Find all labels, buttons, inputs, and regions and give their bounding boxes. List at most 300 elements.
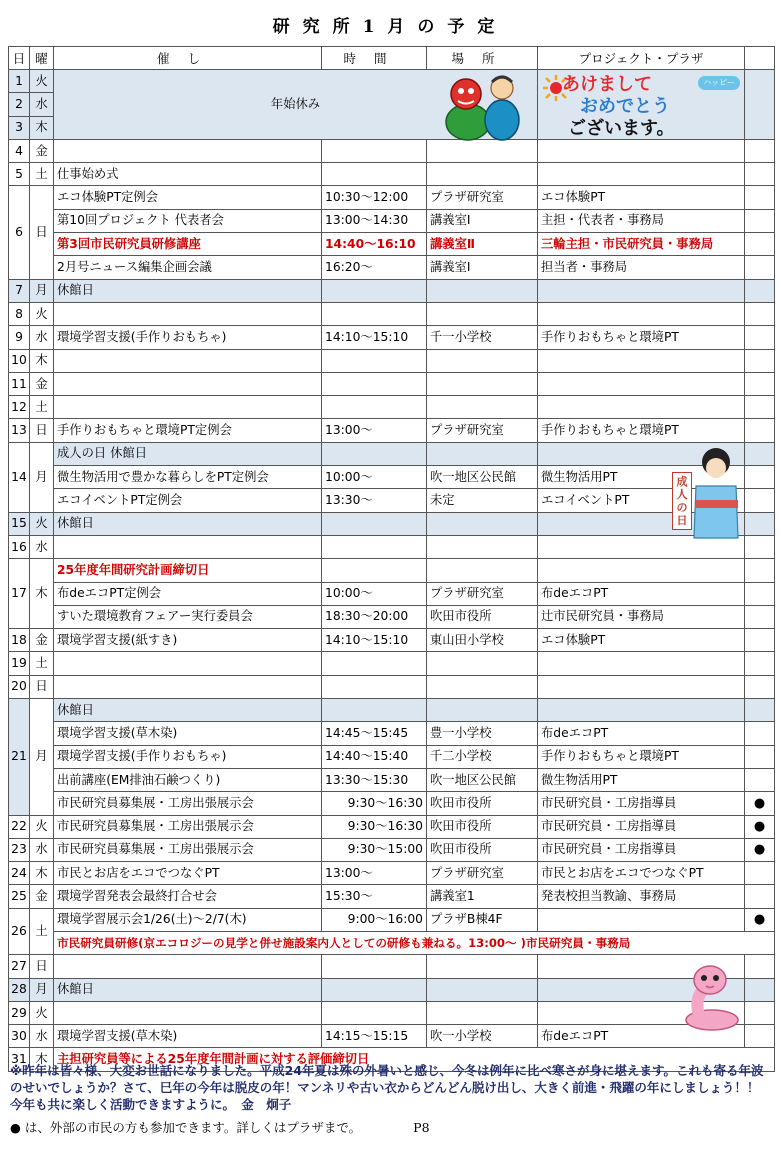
table-row — [9, 372, 775, 395]
place-cell — [427, 396, 538, 419]
day-cell: 4 — [9, 139, 30, 162]
place-cell: 講義室Ⅰ — [427, 256, 538, 279]
header-mark — [745, 47, 775, 70]
marker-cell — [745, 629, 775, 652]
event-cell — [54, 1001, 322, 1024]
time-cell: 14:40～15:40 — [322, 745, 427, 768]
coming-of-age-girl-illustration — [672, 446, 742, 540]
notes-section — [10, 1062, 770, 1136]
time-cell — [322, 302, 427, 325]
marker-cell — [745, 186, 775, 209]
event-cell — [54, 675, 322, 698]
place-cell — [427, 512, 538, 535]
event-cell: 布deエコPT定例会 — [54, 582, 322, 605]
place-cell — [427, 699, 538, 722]
holiday-cell: 年始休み — [54, 70, 538, 140]
marker-cell — [745, 139, 775, 162]
event-cell: 第10回プロジェクト 代表者会 — [54, 209, 322, 232]
project-cell: 布deエコPT — [538, 582, 745, 605]
header-day: 日 — [9, 47, 30, 70]
marker-cell — [745, 582, 775, 605]
project-cell: 辻市民研究員・事務局 — [538, 605, 745, 628]
project-cell — [538, 349, 745, 372]
marker-cell — [745, 419, 775, 442]
project-cell: 市民とお店をエコでつなぐPT — [538, 862, 745, 885]
table-row — [9, 652, 775, 675]
place-cell: 講義室Ⅱ — [427, 233, 538, 256]
event-cell: 休館日 — [54, 699, 322, 722]
time-cell: 13:00～14:30 — [322, 209, 427, 232]
marker-cell — [745, 489, 775, 512]
dow-cell: 月 — [30, 699, 54, 815]
event-cell: 環境学習発表会最終打合せ会 — [54, 885, 322, 908]
time-cell: 9:30～16:30 — [322, 815, 427, 838]
place-cell — [427, 372, 538, 395]
day-cell: 16 — [9, 535, 30, 558]
place-cell: プラザ研究室 — [427, 862, 538, 885]
project-cell — [538, 908, 745, 931]
marker-cell — [745, 978, 775, 1001]
table-row — [9, 279, 775, 302]
day-cell: 5 — [9, 163, 30, 186]
greeting-line-1: あけまして — [562, 74, 652, 95]
table-row — [9, 582, 775, 605]
table-row — [9, 1001, 775, 1024]
dow-cell: 水 — [30, 1025, 54, 1048]
time-cell — [322, 559, 427, 582]
marker-cell — [745, 372, 775, 395]
place-cell: 吹一地区公民館 — [427, 466, 538, 489]
seijin-sign: 成人の日 — [672, 472, 692, 530]
project-cell: 主担・代表者・事務局 — [538, 209, 745, 232]
table-row — [9, 675, 775, 698]
marker-cell — [745, 745, 775, 768]
table-row — [9, 908, 775, 931]
table-row — [9, 209, 775, 232]
day-cell: 2 — [9, 93, 30, 116]
dow-cell: 木 — [30, 559, 54, 629]
marker-cell — [745, 1025, 775, 1048]
project-cell: 市民研究員・工房指導員 — [538, 815, 745, 838]
project-cell: 市民研究員・工房指導員 — [538, 838, 745, 861]
table-row — [9, 745, 775, 768]
dow-cell: 木 — [30, 349, 54, 372]
event-cell: 環境学習支援(草木染) — [54, 1025, 322, 1048]
dow-cell: 金 — [30, 629, 54, 652]
event-cell — [54, 396, 322, 419]
dow-cell: 月 — [30, 279, 54, 302]
marker-cell: ● — [745, 838, 775, 861]
greeting-line-3: ございます。 — [568, 118, 675, 139]
table-row — [9, 885, 775, 908]
time-cell: 13:00～ — [322, 419, 427, 442]
place-cell: 講義室Ⅰ — [427, 209, 538, 232]
time-cell: 13:00～ — [322, 862, 427, 885]
dow-cell: 日 — [30, 955, 54, 978]
day-cell: 19 — [9, 652, 30, 675]
event-cell: 手作りおもちゃと環境PT定例会 — [54, 419, 322, 442]
marker-cell: ● — [745, 908, 775, 931]
place-cell — [427, 559, 538, 582]
time-cell: 9:00～16:00 — [322, 908, 427, 931]
place-cell: 講義室1 — [427, 885, 538, 908]
time-cell — [322, 675, 427, 698]
time-cell — [322, 978, 427, 1001]
project-cell: 市民研究員・工房指導員 — [538, 792, 745, 815]
event-cell: 出前講座(EM排油石鹸つくり) — [54, 768, 322, 791]
marker-cell — [745, 512, 775, 535]
event-cell: すいた環境教育フェアー実行委員会 — [54, 605, 322, 628]
table-row — [9, 815, 775, 838]
mark-cell — [745, 70, 775, 140]
place-cell — [427, 302, 538, 325]
place-cell: 吹田市役所 — [427, 792, 538, 815]
dow-cell: 日 — [30, 419, 54, 442]
place-cell — [427, 652, 538, 675]
event-cell: 市民研究員募集展・工房出張展示会 — [54, 815, 322, 838]
place-cell — [427, 1001, 538, 1024]
marker-cell — [745, 1001, 775, 1024]
project-cell — [538, 163, 745, 186]
place-cell: プラザB棟4F — [427, 908, 538, 931]
greeting-line-2: おめでとう — [580, 96, 670, 117]
project-cell: 微生物活用PT — [538, 768, 745, 791]
dow-cell: 金 — [30, 885, 54, 908]
place-cell — [427, 535, 538, 558]
dow-cell: 日 — [30, 675, 54, 698]
dow-cell: 水 — [30, 93, 54, 116]
place-cell: 未定 — [427, 489, 538, 512]
table-row — [9, 396, 775, 419]
new-year-greeting-banner — [542, 70, 744, 138]
day-cell: 18 — [9, 629, 30, 652]
place-cell: 吹田市役所 — [427, 815, 538, 838]
day-cell: 31 — [9, 1048, 30, 1071]
project-cell — [538, 675, 745, 698]
time-cell: 14:10～15:10 — [322, 326, 427, 349]
table-row — [9, 838, 775, 861]
dow-cell: 火 — [30, 1001, 54, 1024]
table-row — [9, 512, 775, 535]
header-time: 時間 — [322, 47, 427, 70]
day-cell: 25 — [9, 885, 30, 908]
day-cell: 20 — [9, 675, 30, 698]
time-cell: 18:30～20:00 — [322, 605, 427, 628]
day-cell: 1 — [9, 70, 30, 93]
time-cell: 15:30～ — [322, 885, 427, 908]
table-row — [9, 163, 775, 186]
project-cell — [538, 559, 745, 582]
marker-cell — [745, 768, 775, 791]
day-cell: 6 — [9, 186, 30, 279]
marker-cell — [745, 605, 775, 628]
day-cell: 8 — [9, 302, 30, 325]
day-cell: 24 — [9, 862, 30, 885]
event-cell — [54, 652, 322, 675]
header-event: 催し — [54, 47, 322, 70]
table-row — [9, 629, 775, 652]
time-cell: 14:10～15:10 — [322, 629, 427, 652]
day-cell: 26 — [9, 908, 30, 955]
dow-cell: 土 — [30, 163, 54, 186]
place-cell: 吹一小学校 — [427, 1025, 538, 1048]
day-cell: 23 — [9, 838, 30, 861]
table-row — [9, 931, 775, 954]
marker-cell — [745, 279, 775, 302]
project-cell — [538, 652, 745, 675]
event-cell: 環境学習展示会1/26(土)～2/7(木) — [54, 908, 322, 931]
dow-cell: 水 — [30, 838, 54, 861]
time-cell — [322, 955, 427, 978]
time-cell — [322, 163, 427, 186]
event-cell: 環境学習支援(草木染) — [54, 722, 322, 745]
table-row — [9, 955, 775, 978]
time-cell — [322, 442, 427, 465]
marker-cell: ● — [745, 815, 775, 838]
time-cell — [322, 1001, 427, 1024]
event-cell-wide: 市民研究員研修(京エコロジーの見学と併せ施設案内人としての研修も兼ねる。13:00～ )市民研究員・事務局 — [54, 931, 775, 954]
place-cell — [427, 139, 538, 162]
project-cell — [538, 372, 745, 395]
table-row — [9, 256, 775, 279]
dow-cell: 日 — [30, 186, 54, 279]
place-cell: プラザ研究室 — [427, 186, 538, 209]
header-project: プロジェクト・プラザ — [538, 47, 745, 70]
marker-cell — [745, 699, 775, 722]
project-cell — [538, 139, 745, 162]
place-cell: プラザ研究室 — [427, 582, 538, 605]
dow-cell: 木 — [30, 862, 54, 885]
table-row — [9, 326, 775, 349]
marker-cell — [745, 256, 775, 279]
event-cell: 市民研究員募集展・工房出張展示会 — [54, 792, 322, 815]
place-cell — [427, 442, 538, 465]
time-cell — [322, 279, 427, 302]
time-cell — [322, 372, 427, 395]
page-number: P8 — [413, 1120, 430, 1135]
dow-cell: 金 — [30, 139, 54, 162]
marker-cell — [745, 396, 775, 419]
time-cell: 16:20～ — [322, 256, 427, 279]
marker-cell — [745, 862, 775, 885]
time-cell — [322, 535, 427, 558]
event-cell: 市民研究員募集展・工房出張展示会 — [54, 838, 322, 861]
place-cell — [427, 349, 538, 372]
project-cell — [538, 396, 745, 419]
place-cell: 吹一地区公民館 — [427, 768, 538, 791]
dow-cell: 月 — [30, 978, 54, 1001]
event-cell: 休館日 — [54, 279, 322, 302]
time-cell — [322, 349, 427, 372]
project-cell: 布deエコPT — [538, 722, 745, 745]
day-cell: 13 — [9, 419, 30, 442]
table-row — [9, 1025, 775, 1048]
new-year-dancers-illustration — [440, 70, 524, 142]
place-cell: 吹田市役所 — [427, 838, 538, 861]
event-cell — [54, 139, 322, 162]
project-cell: エコイベントPT — [538, 489, 745, 512]
time-cell: 9:30～16:30 — [322, 792, 427, 815]
marker-cell — [745, 163, 775, 186]
legend-marker-icon: ● — [10, 1120, 21, 1135]
table-row — [9, 139, 775, 162]
table-row — [9, 233, 775, 256]
table-row — [9, 862, 775, 885]
day-cell: 21 — [9, 699, 30, 815]
time-cell: 13:30～15:30 — [322, 768, 427, 791]
table-row — [9, 349, 775, 372]
project-cell: 手作りおもちゃと環境PT — [538, 419, 745, 442]
day-cell: 10 — [9, 349, 30, 372]
day-cell: 11 — [9, 372, 30, 395]
event-cell: 休館日 — [54, 512, 322, 535]
dow-cell: 火 — [30, 70, 54, 93]
table-row — [9, 978, 775, 1001]
table-row — [9, 605, 775, 628]
header-place: 場所 — [427, 47, 538, 70]
marker-cell — [745, 722, 775, 745]
event-cell — [54, 302, 322, 325]
marker-cell — [745, 209, 775, 232]
place-cell — [427, 163, 538, 186]
place-cell — [427, 978, 538, 1001]
table-row — [9, 489, 775, 512]
time-cell — [322, 652, 427, 675]
marker-cell — [745, 535, 775, 558]
day-cell: 22 — [9, 815, 30, 838]
time-cell: 9:30～15:00 — [322, 838, 427, 861]
time-cell: 14:40～16:10 — [322, 233, 427, 256]
place-cell — [427, 955, 538, 978]
time-cell — [322, 699, 427, 722]
day-cell: 3 — [9, 116, 30, 139]
dow-cell: 火 — [30, 512, 54, 535]
marker-cell — [745, 466, 775, 489]
table-row — [9, 722, 775, 745]
place-cell — [427, 279, 538, 302]
event-cell — [54, 955, 322, 978]
marker-cell — [745, 442, 775, 465]
project-cell: 担当者・事務局 — [538, 256, 745, 279]
header-row — [9, 47, 775, 70]
day-cell: 9 — [9, 326, 30, 349]
project-cell: 発表校担当教諭、事務局 — [538, 885, 745, 908]
event-cell: 環境学習支援(紙すき) — [54, 629, 322, 652]
place-cell: 東山田小学校 — [427, 629, 538, 652]
marker-cell — [745, 955, 775, 978]
project-cell: 手作りおもちゃと環境PT — [538, 326, 745, 349]
table-row — [9, 792, 775, 815]
day-cell: 17 — [9, 559, 30, 629]
event-cell: 25年度年間研究計画締切日 — [54, 559, 322, 582]
project-cell — [538, 279, 745, 302]
marker-cell — [745, 885, 775, 908]
time-cell: 13:30～ — [322, 489, 427, 512]
time-cell — [322, 396, 427, 419]
dow-cell: 火 — [30, 302, 54, 325]
day-cell: 28 — [9, 978, 30, 1001]
day-cell: 15 — [9, 512, 30, 535]
table-row — [9, 699, 775, 722]
schedule-table — [8, 46, 775, 1072]
day-cell: 7 — [9, 279, 30, 302]
dow-cell: 火 — [30, 815, 54, 838]
event-cell-wide: 主担研究員等による25年度年間計画に対する評価締切日 — [54, 1048, 775, 1071]
dow-cell: 木 — [30, 116, 54, 139]
project-cell: エコ体験PT — [538, 629, 745, 652]
time-cell — [322, 512, 427, 535]
event-cell: 休館日 — [54, 978, 322, 1001]
legend-line — [10, 1119, 770, 1136]
event-cell — [54, 535, 322, 558]
legend-text: は、外部の市民の方も参加できます。詳しくはプラザまで。 — [24, 1120, 362, 1135]
place-cell: プラザ研究室 — [427, 419, 538, 442]
place-cell: 千二小学校 — [427, 745, 538, 768]
day-cell: 27 — [9, 955, 30, 978]
page-title: 研究所1月の予定 — [272, 17, 508, 37]
table-row — [9, 442, 775, 465]
event-cell: 仕事始め式 — [54, 163, 322, 186]
happy-badge: ハッピー — [698, 76, 740, 90]
dow-cell: 土 — [30, 396, 54, 419]
table-row — [9, 419, 775, 442]
table-row — [9, 186, 775, 209]
place-cell: 吹田市役所 — [427, 605, 538, 628]
marker-cell — [745, 326, 775, 349]
time-cell: 14:15～15:15 — [322, 1025, 427, 1048]
table-row — [9, 535, 775, 558]
marker-cell — [745, 233, 775, 256]
place-cell — [427, 675, 538, 698]
event-cell: 2月号ニュース編集企画会議 — [54, 256, 322, 279]
project-cell: エコ体験PT — [538, 186, 745, 209]
event-cell: 成人の日 休館日 — [54, 442, 322, 465]
time-cell: 14:45～15:45 — [322, 722, 427, 745]
table-row — [9, 466, 775, 489]
marker-cell: ● — [745, 792, 775, 815]
time-cell: 10:00～ — [322, 582, 427, 605]
project-cell: 手作りおもちゃと環境PT — [538, 745, 745, 768]
event-cell: 環境学習支援(手作りおもちゃ) — [54, 326, 322, 349]
marker-cell — [745, 302, 775, 325]
marker-cell — [745, 559, 775, 582]
event-cell: 微生物活用で豊かな暮らしをPT定例会 — [54, 466, 322, 489]
snake-mascot-illustration — [678, 962, 740, 1034]
project-cell — [538, 302, 745, 325]
dow-cell: 土 — [30, 908, 54, 955]
table-row — [9, 302, 775, 325]
header-dow: 曜 — [30, 47, 54, 70]
event-cell: 市民とお店をエコでつなぐPT — [54, 862, 322, 885]
dow-cell: 水 — [30, 535, 54, 558]
table-row — [9, 768, 775, 791]
time-cell: 10:30～12:00 — [322, 186, 427, 209]
event-cell — [54, 372, 322, 395]
dow-cell: 月 — [30, 442, 54, 512]
day-cell: 12 — [9, 396, 30, 419]
table-row — [9, 559, 775, 582]
dow-cell: 木 — [30, 1048, 54, 1071]
event-cell: エコ体験PT定例会 — [54, 186, 322, 209]
dow-cell: 金 — [30, 372, 54, 395]
project-cell: 布deエコPT — [538, 1025, 745, 1048]
project-cell: 三輪主担・市民研究員・事務局 — [538, 233, 745, 256]
notes-message: ※昨年は皆々様、大変お世話になりました。平成24年夏は殊の外暑いと感じ、今冬は例年に比べ寒さが身に堪えます。これも寄る年波のせいでしょうか？さて、巳年の今年は脱皮の年！マンネリや古い衣からどんどん脱け出し、大きく前進・飛躍の年にしましょう！！今年も共に楽しく活動できますように。 金 炯子 — [10, 1063, 764, 1112]
day-cell: 29 — [9, 1001, 30, 1024]
event-cell — [54, 349, 322, 372]
project-cell — [538, 699, 745, 722]
marker-cell — [745, 349, 775, 372]
